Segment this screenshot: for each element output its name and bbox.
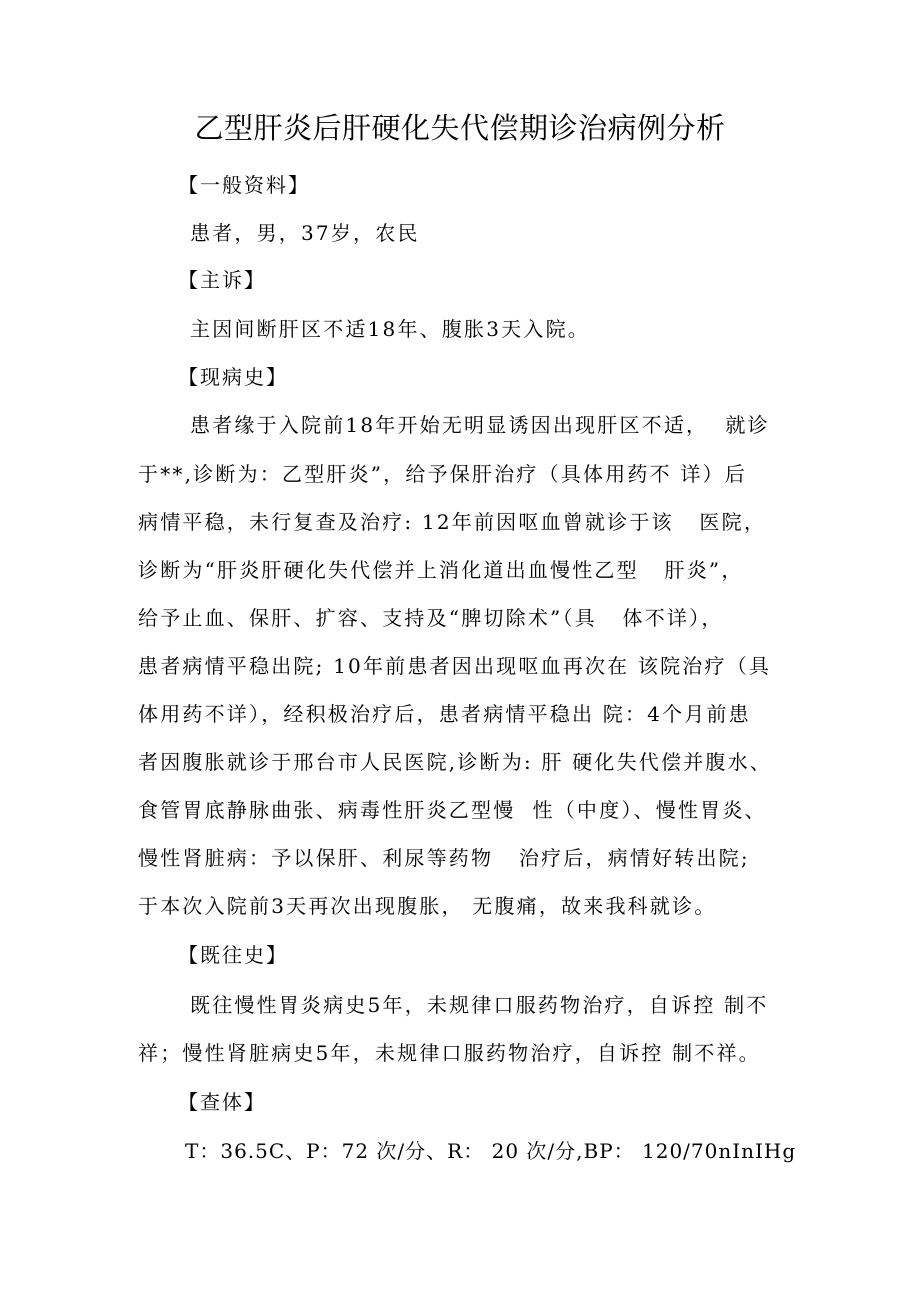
section-heading-present-illness: 【现病史】 bbox=[178, 365, 288, 389]
page-title: 乙型肝炎后肝硬化失代偿期诊治病例分析 bbox=[194, 111, 726, 145]
section-heading-chief-complaint: 【主诉】 bbox=[178, 268, 266, 292]
section-heading-general-info: 【一般资料】 bbox=[178, 173, 310, 197]
general-info-text: 患者，男，37岁，农民 bbox=[190, 221, 420, 245]
present-illness-line: 给予止血、保肝、扩容、支持及“脾切除术”（具 体不详）， bbox=[138, 606, 724, 630]
past-history-line: 既往慢性胃炎病史5年，未规律口服药物治疗，自诉控 制不 bbox=[190, 993, 769, 1017]
section-heading-past-history: 【既往史】 bbox=[178, 943, 288, 967]
present-illness-line: 患者缘于入院前18年开始无明显诱因出现肝区不适， 就诊 bbox=[190, 413, 770, 437]
present-illness-line: 病情平稳，未行复查及治疗: 12年前因呕血曾就诊于该 医院， bbox=[138, 510, 767, 534]
present-illness-line: 体用药不详），经积极治疗后，患者病情平稳出 院：4个月前患 bbox=[138, 702, 751, 726]
physical-exam-vitals: T：36.5C、P：72 次/分、R： 20 次/分,BP： 120/70nInIHg bbox=[185, 1139, 797, 1163]
present-illness-line: 患者病情平稳出院; 10年前患者因出现呕血再次在 该院治疗（具 bbox=[138, 654, 772, 678]
section-heading-physical-exam: 【查体】 bbox=[178, 1090, 266, 1114]
present-illness-line: 诊断为“肝炎肝硬化失代偿并上消化道出血慢性乙型 肝炎”， bbox=[138, 558, 744, 582]
chief-complaint-text: 主因间断肝区不适18年、腹胀3天入院。 bbox=[190, 317, 590, 341]
present-illness-line: 于**,诊断为：乙型肝炎”，给予保肝治疗（具体用药不 详）后 bbox=[138, 462, 747, 486]
present-illness-line: 食管胃底静脉曲张、病毒性肝炎乙型慢 性（中度）、慢性胃炎、 bbox=[138, 798, 767, 822]
present-illness-line: 者因腹胀就诊于邢台市人民医院,诊断为: 肝 硬化失代偿并腹水、 bbox=[138, 750, 773, 774]
present-illness-line: 于本次入院前3天再次出现腹胀， 无腹痛，故来我科就诊。 bbox=[138, 894, 717, 918]
past-history-line: 祥；慢性肾脏病史5年，未规律口服药物治疗，自诉控 制不祥。 bbox=[138, 1041, 761, 1065]
present-illness-line: 慢性肾脏病：予以保肝、利尿等药物 治疗后，病情好转出院; bbox=[138, 846, 750, 870]
